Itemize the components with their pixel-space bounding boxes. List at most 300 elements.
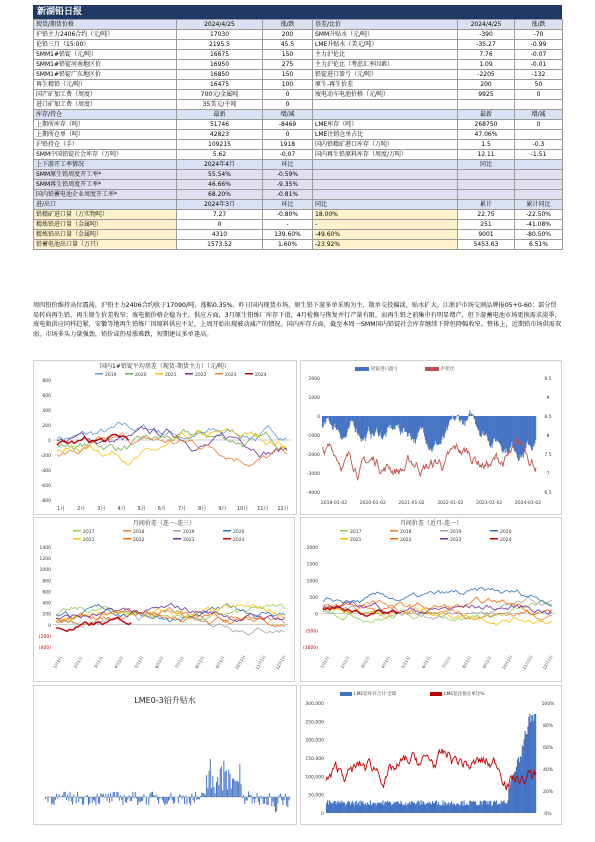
import-profit-bar	[468, 416, 469, 417]
chart-title: LME0-3铅升贴水	[134, 696, 196, 705]
lme-spread-bar	[72, 797, 73, 805]
table-cell	[458, 100, 515, 110]
table-cell	[515, 190, 563, 200]
legend-label: 2022	[400, 538, 412, 543]
lme-spread-bar	[158, 797, 159, 804]
table-cell: 环比	[263, 160, 313, 170]
lme-spread-bar	[89, 797, 90, 803]
legend-label: 2022	[195, 373, 207, 378]
table-cell: 1.60%	[263, 240, 313, 250]
lme-spread-bar	[263, 797, 264, 804]
table-cell: 55.54%	[177, 170, 263, 180]
lme-stock-bar	[535, 714, 536, 813]
tick-label: 11月1日	[521, 654, 534, 671]
table-cell: 17030	[177, 30, 263, 40]
lme-spread-bar	[236, 781, 237, 797]
lme-spread-bar	[180, 795, 181, 797]
table-row	[34, 70, 563, 80]
table-cell	[458, 190, 515, 200]
lme-spread-bar	[183, 796, 184, 797]
table-cell: -41.08%	[515, 220, 563, 230]
lme-spread-bars	[45, 759, 291, 812]
lme-spread-bar	[248, 791, 249, 797]
table-cell: 0	[263, 100, 313, 110]
table-cell: 最新	[177, 110, 263, 120]
lme-spread-bar	[228, 770, 229, 797]
legend-label: 2022	[133, 538, 145, 543]
table-cell: 2024年3月	[177, 200, 263, 210]
tick-label: 12月1日	[541, 654, 554, 671]
table-cell: 700元/金属吨	[177, 90, 263, 100]
tick-label: -600	[40, 484, 51, 489]
table-cell: -0.07	[263, 150, 313, 160]
lme-spread-bar	[241, 784, 242, 797]
legend-swatch	[173, 538, 181, 540]
legend-swatch	[440, 530, 448, 532]
legend-label: LME铅库存合计:全球	[354, 692, 397, 697]
lme-spread-bar	[191, 794, 192, 797]
table-cell: 伦铅三月（15:00）	[34, 40, 177, 50]
lme-spread-bar	[226, 770, 227, 797]
tick-label: (1000)	[303, 646, 318, 651]
table-cell: 增/减	[263, 110, 313, 120]
table-cell: 1.5	[458, 140, 515, 150]
tick-label: 7	[546, 472, 550, 477]
table-cell	[515, 170, 563, 180]
legend-label: 2024	[500, 538, 512, 543]
table-cell	[313, 180, 458, 190]
lme-spread-bar	[193, 797, 194, 800]
tick-label: -2000	[306, 453, 320, 458]
lme-spread-bar	[137, 797, 138, 805]
lme-spread-bar	[60, 796, 61, 797]
table-row	[34, 190, 563, 200]
lme-spread-bar	[225, 772, 226, 797]
table-cell: 2024/4/25	[458, 20, 515, 30]
table-cell: 0	[263, 90, 313, 100]
tick-label: 80%	[542, 724, 554, 729]
table-row	[34, 40, 563, 50]
tick-label: 0%	[544, 812, 552, 817]
table-cell: -0.80%	[263, 210, 313, 220]
tick-label: 4月1日	[380, 655, 391, 670]
table-cell: -8469	[263, 120, 313, 130]
lme-spread-bar	[65, 792, 66, 797]
lme-spread-bar	[99, 797, 100, 804]
lme-spread-bar	[113, 792, 114, 797]
table-cell: SMM1#铅锭（元/吨）	[34, 50, 177, 60]
tick-label: 2022-01-02	[437, 501, 464, 506]
legend-label: 2018	[400, 530, 412, 535]
lme-spread-bar	[130, 797, 131, 801]
table-cell: 50	[515, 80, 563, 90]
table-cell: 35美元/千吨	[177, 100, 263, 110]
legend-swatch	[223, 538, 231, 540]
tick-label: 12月1日	[274, 654, 287, 671]
tick-label: 1月1日	[319, 655, 331, 670]
lme-spread-bar	[125, 797, 126, 802]
lme-spread-bar	[195, 792, 196, 797]
lme-spread-bar	[142, 797, 143, 801]
tick-label: 200	[42, 612, 51, 618]
table-cell: 109215	[177, 140, 263, 150]
table-cell	[313, 100, 458, 110]
lme-spread-bar	[100, 793, 101, 797]
lme-spread-bar	[211, 788, 212, 797]
lme-spread-bar	[71, 797, 72, 802]
legend-swatch	[95, 373, 103, 375]
lme-spread-bar	[206, 775, 207, 797]
lme-spread-bar	[207, 788, 208, 797]
tick-label: 1000	[308, 396, 320, 401]
import-profit-bar	[458, 415, 459, 416]
lme-spread-bar	[157, 797, 158, 800]
tick-label: 9	[546, 396, 550, 401]
tick-label: 9月1日	[214, 655, 226, 670]
lme-spread-bar	[233, 778, 234, 797]
lme-spread-bar	[105, 794, 106, 797]
legend-label: 2021	[83, 538, 95, 543]
chart-title: 国内1#铅锭平均基差（现货-期货主力）（元/吨）	[99, 363, 231, 370]
table-cell: 51746	[177, 120, 263, 130]
table-cell: 上期所仓单（吨）	[34, 130, 177, 140]
lme-spread-bar	[68, 797, 69, 801]
table-cell: 12.11	[458, 150, 515, 160]
tick-label: 1月	[56, 506, 66, 512]
table-row	[34, 170, 563, 180]
lme-spread-bar	[280, 793, 281, 797]
lme-spread-bar	[253, 797, 254, 799]
lme-spread-bar	[49, 796, 50, 797]
table-cell: 增/减	[515, 110, 563, 120]
lme-spread-bar	[199, 797, 200, 800]
legend-label: 铅锭进口盈亏	[371, 367, 398, 372]
legend-label: 2023	[183, 538, 195, 543]
table-row	[34, 60, 563, 70]
lme-spread-bar	[122, 797, 123, 805]
table-row	[34, 160, 563, 170]
lme-spread-bar	[245, 797, 246, 800]
lme-spread-bar	[95, 797, 96, 805]
table-cell	[515, 180, 563, 190]
lme-spread-bar	[178, 797, 179, 803]
table-cell: 68.20%	[177, 190, 263, 200]
table-row	[34, 140, 563, 150]
lme-spread-bar	[285, 794, 286, 797]
table-cell: 国内再生铅原料库存（周度/万吨）	[313, 150, 458, 160]
legend-label: 2024	[233, 538, 245, 543]
lme-spread-bar	[110, 793, 111, 797]
lme-spread-bar	[266, 797, 267, 805]
tick-label: 10月1日	[234, 654, 247, 671]
table-cell: 100	[263, 80, 313, 90]
lme-spread-bar	[276, 797, 277, 811]
table-row	[34, 110, 563, 120]
lme-spread-bar	[289, 797, 290, 800]
lme-spread-bar	[131, 797, 132, 801]
import-profit-bar	[451, 416, 452, 419]
table-cell: 同比	[313, 200, 458, 210]
lme-spread-bar	[200, 796, 201, 797]
import-profit-bar	[469, 410, 470, 416]
tick-label: 2019-01-02	[320, 501, 348, 506]
lme-spread-bar	[202, 793, 203, 797]
chart-lme-stock	[300, 685, 562, 825]
table-row	[34, 30, 563, 40]
lme-spread-bar	[215, 793, 216, 797]
tick-label: 6月1日	[420, 655, 432, 670]
table-cell: -	[263, 220, 313, 230]
lme-spread-bar	[67, 794, 68, 797]
lme-spread-bar	[257, 793, 258, 797]
lme-spread-bar	[185, 796, 186, 797]
tick-label: 2月1日	[339, 655, 351, 670]
legend-swatch	[155, 373, 163, 375]
lme-spread-bar	[184, 797, 185, 804]
table-cell: 上期所库存（吨）	[34, 120, 177, 130]
table-cell: 上下游开工率情况	[34, 160, 177, 170]
table-row	[34, 200, 563, 210]
lme-spread-bar	[172, 797, 173, 800]
lme-spread-bar	[281, 797, 282, 800]
table-cell: SMM1#铅锭广东地区价	[34, 70, 177, 80]
lme-spread-bar	[196, 797, 197, 800]
tick-label: 250,000	[305, 720, 324, 726]
lme-spread-bar	[269, 793, 270, 797]
legend-swatch	[390, 530, 398, 532]
lme-spread-bar	[220, 769, 221, 797]
lme-spread-bar	[232, 779, 233, 797]
table-cell: -0.07	[515, 50, 563, 60]
legend-label: 2021	[350, 538, 362, 543]
table-row	[34, 20, 563, 30]
table-cell: 库存/持仓	[34, 110, 177, 120]
table-cell: 同比	[458, 160, 515, 170]
legend-label: 2020	[233, 530, 245, 535]
table-cell: 7.76	[458, 50, 515, 60]
table-cell	[515, 130, 563, 140]
chart-import-profit-ratio	[300, 360, 562, 515]
lme-spread-bar	[205, 795, 206, 797]
lme-spread-bar	[52, 797, 53, 804]
table-cell: 16850	[177, 70, 263, 80]
tick-label: 9月1日	[481, 655, 493, 670]
lme-spread-bar	[159, 797, 160, 799]
tick-label: 50,000	[308, 793, 324, 799]
table-cell: -0.59%	[263, 170, 313, 180]
lme-spread-bar	[109, 797, 110, 803]
legend-swatch	[490, 530, 498, 532]
legend-label: 2017	[83, 530, 95, 535]
lme-spread-bar	[268, 797, 269, 805]
table-cell: 主力沪伦比（考虑汇率因素）	[313, 60, 458, 70]
table-cell: 进口矿加工费（周度）	[34, 100, 177, 110]
lme-spread-bar	[227, 790, 228, 797]
legend-swatch	[125, 373, 133, 375]
tick-label: 20%	[542, 790, 554, 795]
tick-label: 8	[546, 434, 550, 439]
table-cell: -132	[515, 70, 563, 80]
lme-spread-bar	[47, 797, 48, 802]
table-cell: 原生-再生价差	[313, 80, 458, 90]
table-cell: 铅蓄电池出口量（万只）	[34, 240, 177, 250]
table-cell: 9925	[458, 90, 515, 100]
tick-label: 5月1日	[133, 655, 145, 670]
legend-swatch	[340, 538, 348, 540]
table-cell: 18.00%	[313, 210, 458, 220]
lme-spread-bar	[94, 797, 95, 801]
lme-spread-bar	[242, 797, 243, 798]
lme-spread-bar	[116, 792, 117, 797]
table-cell: -0.01	[515, 60, 563, 70]
table-row	[34, 130, 563, 140]
lme-spread-bar	[221, 766, 222, 797]
table-row	[34, 230, 563, 240]
table-cell: -1.51	[515, 150, 563, 160]
table-row	[34, 100, 563, 110]
table-row	[34, 90, 563, 100]
legend-label: 2023	[225, 373, 237, 378]
tick-label: 800	[42, 379, 51, 384]
lme-spread-bar	[163, 797, 164, 802]
table-cell: 45.5	[263, 40, 313, 50]
legend-label: 2021	[165, 373, 177, 378]
table-cell	[313, 160, 458, 170]
tick-label: 7月	[177, 506, 187, 512]
table-cell: 5.62	[177, 150, 263, 160]
tick-label: 6月1日	[153, 655, 165, 670]
tick-label: 1000	[306, 579, 318, 585]
table-row	[34, 210, 563, 220]
tick-label: 40%	[542, 768, 554, 773]
table-cell: -0.3	[515, 140, 563, 150]
tick-label: 4月	[117, 506, 126, 512]
table-cell: 150	[263, 50, 313, 60]
tick-label: 1000	[39, 568, 51, 574]
lme-spread-bar	[212, 776, 213, 797]
legend-swatch	[73, 538, 81, 540]
series-line-2021	[323, 608, 552, 626]
lme-spread-bar	[166, 797, 167, 804]
table-cell: LME升贴水（美元/吨）	[313, 40, 458, 50]
table-cell: -	[313, 220, 458, 230]
table-cell: 国内铅蓄电池企业周度开工率*	[34, 190, 177, 200]
lme-spread-bar	[231, 789, 232, 797]
tick-label: 5月1日	[400, 655, 412, 670]
tick-label: 3月	[97, 506, 106, 512]
tick-label: 1400	[39, 546, 51, 551]
tick-label: 8月1日	[461, 655, 473, 670]
chart-lme-spread	[33, 685, 297, 825]
lme-spread-bar	[78, 797, 79, 802]
lme-spread-bar	[152, 792, 153, 797]
table-cell: 沪铅主力2406合约（元/吨）	[34, 30, 177, 40]
tick-label: 11月1日	[254, 654, 267, 671]
lme-spread-bar	[76, 797, 77, 803]
table-cell: 涨/跌	[263, 20, 313, 30]
lme-spread-bar	[174, 797, 175, 803]
lme-spread-bar	[287, 797, 288, 807]
report-title: 新湖铅日报	[33, 5, 562, 19]
table-cell	[313, 190, 458, 200]
lme-spread-bar	[282, 797, 283, 805]
chart-spread-1-3	[33, 517, 297, 682]
table-cell: -23.92%	[313, 240, 458, 250]
table-cell: 268750	[458, 120, 515, 130]
table-cell: 2024/4/25	[177, 20, 263, 30]
lme-spread-bar	[138, 797, 139, 802]
lme-spread-bar	[156, 795, 157, 797]
lme-spread-bar	[103, 794, 104, 797]
table-cell: 22.75	[458, 210, 515, 220]
tick-label: 100%	[541, 702, 555, 707]
table-row	[34, 220, 563, 230]
table-row	[34, 80, 563, 90]
lme-spread-bar	[204, 793, 205, 797]
lme-spread-bar	[170, 793, 171, 797]
lme-spread-bar	[120, 795, 121, 797]
legend-swatch	[185, 373, 193, 375]
table-cell: 累计同比	[515, 200, 563, 210]
table-cell: 47.06%	[458, 130, 515, 140]
lme-spread-bar	[173, 797, 174, 804]
table-cell: 5453.63	[458, 240, 515, 250]
table-cell: 6.51%	[515, 240, 563, 250]
lme-spread-bar	[264, 797, 265, 804]
chart-lead-basis	[33, 360, 297, 515]
legend-swatch	[425, 367, 439, 371]
lme-spread-bar	[243, 795, 244, 797]
lme-spread-bar	[124, 795, 125, 797]
lme-spread-bar	[254, 797, 255, 803]
table-cell: -0.99	[515, 40, 563, 50]
table-cell: 251	[458, 220, 515, 230]
table-cell: -22.50%	[515, 210, 563, 220]
tick-label: 2000	[306, 546, 318, 551]
chart-border	[301, 518, 562, 682]
table-cell: -2205	[458, 70, 515, 80]
table-row	[34, 150, 563, 160]
table-cell: 7.27	[177, 210, 263, 220]
tick-label: 2000	[308, 377, 320, 382]
lme-spread-bar	[111, 797, 112, 802]
table-cell: 200	[263, 30, 313, 40]
table-cell: 2024年4月	[177, 160, 263, 170]
legend-label: 2023	[450, 538, 462, 543]
legend-label: 2020	[500, 530, 512, 535]
legend-swatch	[123, 538, 131, 540]
legend-label: 2018	[133, 530, 145, 535]
lme-spread-bar	[168, 797, 169, 801]
lme-spread-bar	[84, 796, 85, 797]
table-row	[34, 50, 563, 60]
legend-label: LME铅注销仓单比%	[444, 692, 485, 697]
lme-spread-bar	[73, 794, 74, 797]
table-cell: -9.35%	[263, 180, 313, 190]
lme-spread-bar	[275, 797, 276, 812]
tick-label: 9月	[218, 506, 227, 512]
lme-spread-bar	[121, 797, 122, 800]
tick-label: 6月	[157, 506, 167, 512]
table-cell: 275	[263, 60, 313, 70]
tick-label: (500)	[305, 629, 318, 635]
tick-label: -800	[40, 499, 51, 504]
table-cell: 0	[515, 120, 563, 130]
lme-spread-bar	[164, 797, 165, 805]
lme-spread-bar	[98, 797, 99, 803]
legend-swatch	[340, 692, 352, 696]
tick-label: 600	[42, 590, 51, 596]
